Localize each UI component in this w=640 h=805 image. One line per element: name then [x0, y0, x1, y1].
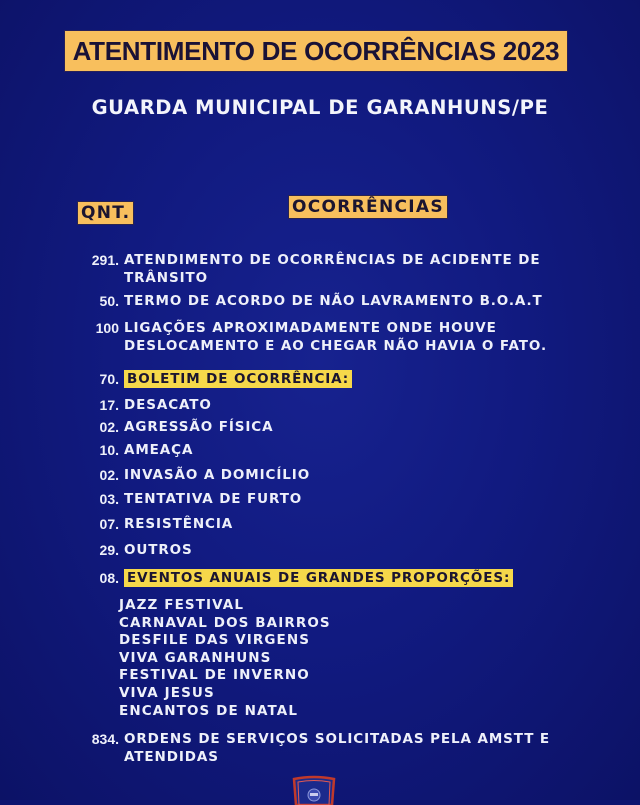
event-item: CARNAVAL DOS BAIRROS [119, 614, 331, 631]
item-description: AGRESSÃO FÍSICA [124, 419, 274, 435]
item-quantity: 834. [91, 731, 119, 748]
item-description: ORDENS DE SERVIÇOS SOLICITADAS PELA AMSTT E ATENDIDAS [124, 731, 551, 766]
title-banner [64, 30, 568, 72]
item-description: TERMO DE ACORDO DE NÃO LAVRAMENTO B.O.A.T [124, 293, 543, 309]
item-description: ATENDIMENTO DE OCORRÊNCIAS DE ACIDENTE DE TRÂNSITO [124, 252, 541, 286]
item-quantity: 291. [91, 252, 119, 268]
list-item-others [0, 541, 640, 559]
list-item-attempted-theft [0, 490, 640, 508]
item-quantity: 02. [99, 467, 119, 483]
occurrences-column-header: OCORRÊNCIAS [289, 196, 447, 218]
event-item: ENCANTOS DE NATAL [119, 702, 299, 719]
event-item: VIVA GARANHUNS [119, 649, 272, 666]
list-item-contempt [0, 396, 640, 414]
item-quantity: 02. [99, 419, 119, 435]
organization-subtitle: GUARDA MUNICIPAL DE GARANHUNS/PE [91, 96, 549, 119]
item-quantity: 70. [99, 371, 119, 387]
item-quantity: 07. [99, 516, 119, 532]
event-item: FESTIVAL DE INVERNO [119, 667, 310, 684]
section-police-reports [0, 370, 640, 388]
guard-shield-emblem-icon [291, 775, 337, 805]
item-description: AMEAÇA [124, 442, 194, 458]
event-item: JAZZ FESTIVAL [119, 597, 245, 613]
list-item-traffic-accidents [0, 251, 640, 287]
section-heading-police-reports: BOLETIM DE OCORRÊNCIA: [124, 370, 352, 388]
item-description: INVASÃO A DOMICÍLIO [124, 467, 311, 483]
item-quantity: 100 [95, 320, 119, 336]
section-heading-annual-events: EVENTOS ANUAIS DE GRANDES PROPORÇÕES: [124, 569, 513, 587]
events-list [119, 597, 640, 720]
item-description: LIGAÇÕES APROXIMADAMENTE ONDE HOUVE DESLOCAMENTO E AO CHEGAR NÃO HAVIA O FATO. [124, 320, 547, 354]
list-item-resistance [0, 515, 640, 533]
list-item-assault [0, 418, 640, 436]
list-item-boat-terms [0, 292, 640, 310]
item-description: TENTATIVA DE FURTO [124, 491, 303, 507]
occurrence-list [0, 251, 640, 766]
item-description: RESISTÊNCIA [124, 516, 234, 532]
list-item-calls [0, 319, 640, 355]
item-description: OUTROS [124, 542, 193, 558]
item-quantity: 03. [99, 491, 119, 507]
list-item-home-invasion [0, 466, 640, 484]
item-quantity: 08. [99, 570, 119, 586]
item-quantity: 10. [99, 442, 119, 458]
event-item: DESFILE DAS VIRGENS [119, 632, 311, 649]
page-title: ATENTIMENTO DE OCORRÊNCIAS 2023 [72, 35, 560, 66]
list-item-threat [0, 441, 640, 459]
item-description: DESACATO [124, 397, 212, 413]
event-item: VIVA JESUS [119, 684, 215, 701]
list-item-service-orders [0, 730, 640, 766]
quantity-column-header: QNT. [78, 202, 133, 224]
section-annual-events [0, 569, 640, 587]
item-quantity: 29. [99, 542, 119, 558]
item-quantity: 17. [99, 397, 119, 413]
item-quantity: 50. [99, 293, 119, 309]
